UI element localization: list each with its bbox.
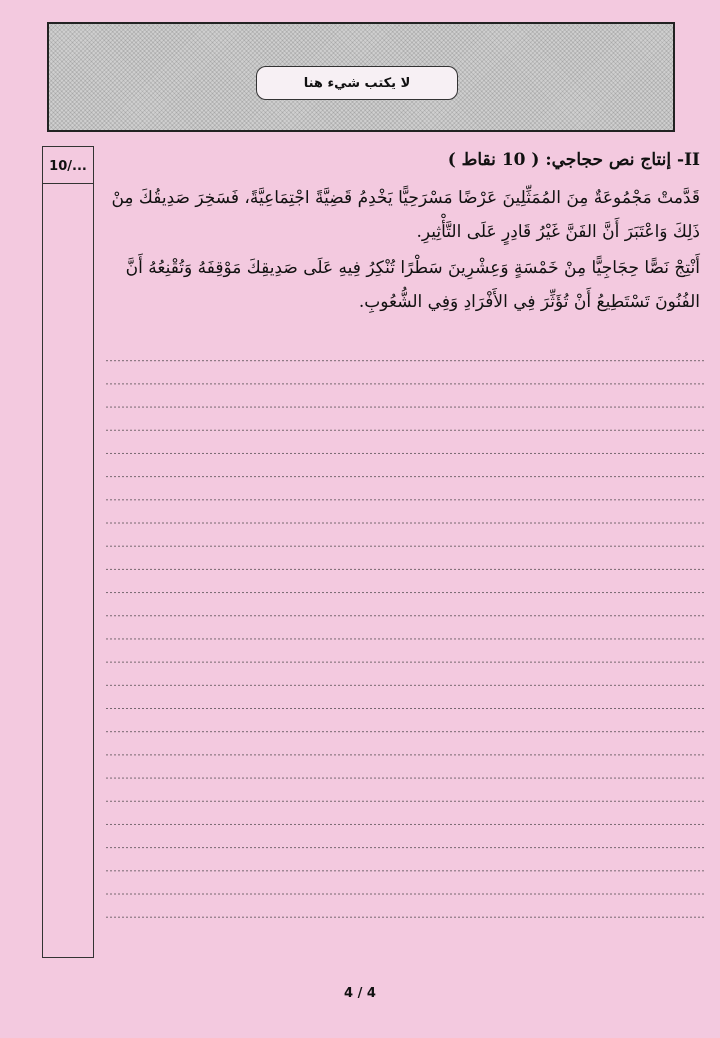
score-label: 10/... [49, 159, 87, 174]
task-line-2: الفُنُونَ تَسْتَطِيعُ أَنْ تُؤَثِّرَ فِي الأَفْرَادِ وَفِي الشُّعُوبِ. [358, 292, 700, 312]
no-write-zone [47, 22, 675, 132]
page-number: 4 / 4 [344, 986, 376, 1001]
score-column [42, 146, 94, 958]
context-line-2: ذَلِكَ وَاعْتَبَرَ أَنَّ الفَنَّ غَيْرُ قَادِرٍ عَلَى التَّأْثِيرِ. [416, 222, 700, 242]
answer-lines[interactable] [104, 338, 704, 918]
task-line-1: أَنْتِجْ نَصًّا حِجَاجِيًّا مِنْ خَمْسَةٍ وَعِشْرِينَ سَطْرًا تُنْكِرُ فِيهِ عَلَى صَدِيقِكَ مَوْقِفَهُ وَتُقْنِعُهُ أَنَّ [125, 258, 700, 278]
score-divider [43, 183, 93, 184]
no-write-notice: لا يكتب شيء هنا [256, 66, 458, 100]
context-line-1: قَدَّمتْ مَجْمُوعَةٌ مِنَ المُمَثِّلِينَ عَرْضًا مَسْرَحِيًّا يَخْدِمُ قَضِيَّةً اجْتِمَاعِيَّةً، فَسَخِرَ صَدِيقُكَ مِنْ [111, 188, 700, 208]
question-title: II- إنتاج نص حجاجي: ( 10 نقاط ) [447, 150, 700, 170]
